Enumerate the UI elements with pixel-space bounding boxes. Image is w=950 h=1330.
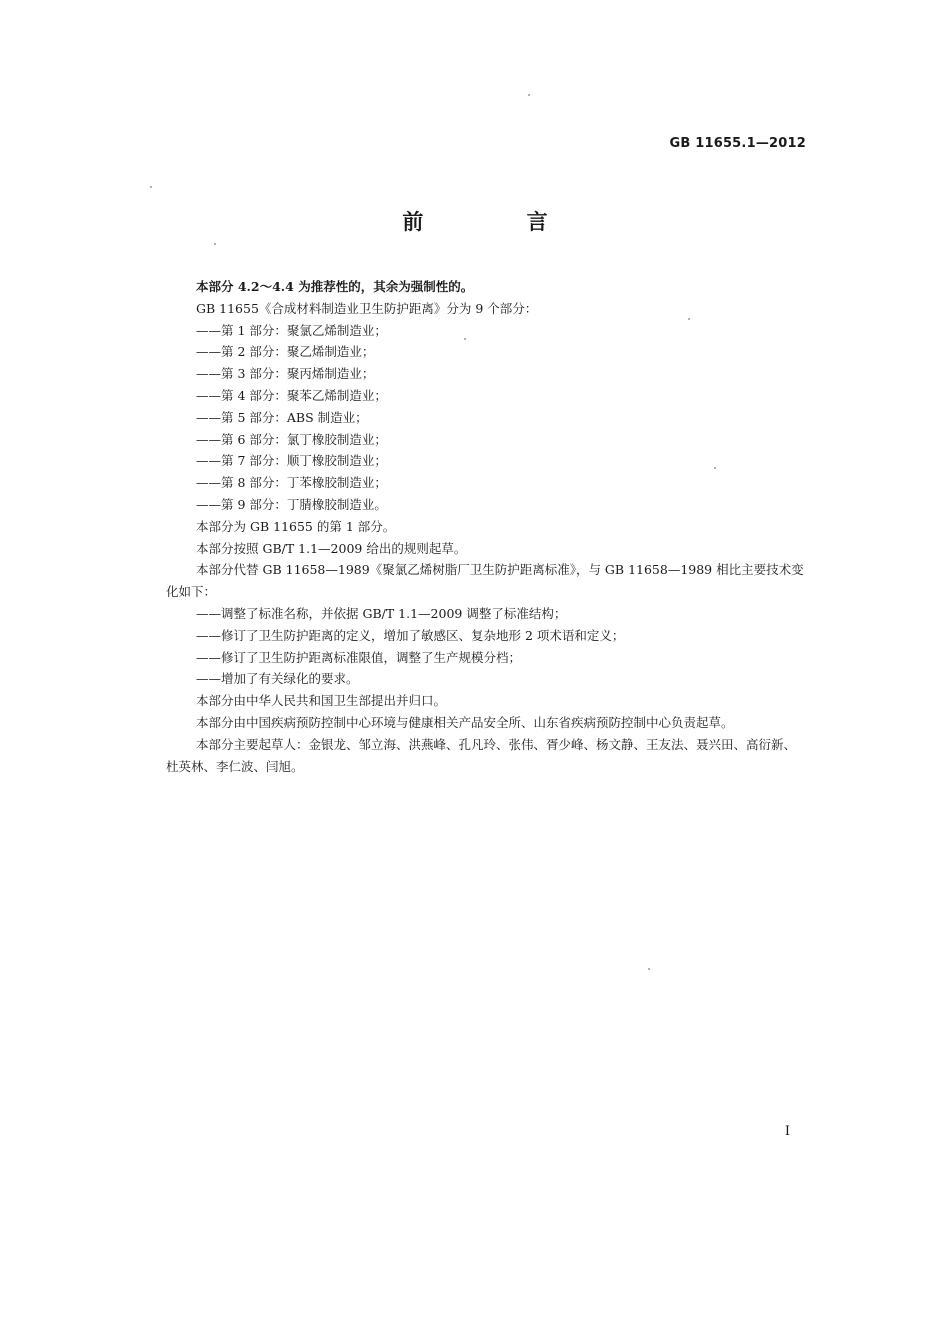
parts-list — [166, 320, 806, 516]
list-item: ——第 6 部分：氯丁橡胶制造业； — [196, 431, 387, 447]
list-item: ——修订了卫生防护距离标准限值，调整了生产规模分档； — [196, 649, 522, 665]
list-item: ——增加了有关绿化的要求。 — [196, 671, 359, 687]
list-item: ——第 7 部分：顺丁橡胶制造业； — [196, 453, 387, 469]
normative-note: 本部分 4.2～4.4 为推荐性的，其余为强制性的。 — [196, 279, 474, 294]
drafted-by-paragraph: 本部分由中国疾病预防控制中心环境与健康相关产品安全所、山东省疾病预防控制中心负责起草。 — [196, 714, 734, 730]
list-item: ——第 4 部分：聚苯乙烯制造业； — [196, 387, 387, 403]
scan-speck — [688, 318, 690, 320]
list-item: ——修订了卫生防护距离的定义，增加了敏感区、复杂地形 2 项术语和定义； — [196, 627, 625, 643]
list-item: ——第 9 部分：丁腈橡胶制造业。 — [196, 496, 387, 512]
scan-speck — [528, 94, 530, 96]
list-item: ——第 2 部分：聚乙烯制造业； — [196, 344, 375, 360]
page-number: I — [784, 1124, 790, 1139]
list-item: ——第 3 部分：聚丙烯制造业； — [196, 366, 375, 382]
scan-speck — [464, 338, 466, 340]
list-item: ——第 1 部分：聚氯乙烯制造业； — [196, 322, 387, 338]
scan-speck — [714, 467, 716, 469]
foreword-body — [166, 276, 806, 777]
part-of-paragraph: 本部分为 GB 11655 的第 1 部分。 — [196, 518, 396, 534]
page-title: 前 言 — [402, 210, 596, 234]
replaces-paragraph: 本部分代替 GB 11658—1989《聚氯乙烯树脂厂卫生防护距离标准》，与 GB 11658—1989 相比主要技术变化如下： — [166, 562, 804, 600]
changes-list — [166, 603, 806, 690]
list-item: ——第 8 部分：丁苯橡胶制造业； — [196, 475, 387, 491]
drafting-rules-paragraph: 本部分按照 GB/T 1.1—2009 给出的规则起草。 — [196, 540, 467, 556]
scan-speck — [150, 186, 152, 188]
list-item: ——调整了标准名称，并依据 GB/T 1.1—2009 调整了标准结构； — [196, 605, 567, 621]
parts-intro: GB 11655《合成材料制造业卫生防护距离》分为 9 个部分： — [196, 300, 538, 316]
standard-code: GB 11655.1—2012 — [669, 136, 806, 151]
scan-speck — [214, 243, 216, 245]
drafters-paragraph: 本部分主要起草人：金银龙、邹立海、洪燕峰、孔凡玲、张伟、胥少峰、杨文静、王友法、聂兴田、高衍新、杜英林、李仁波、闫旭。 — [166, 736, 797, 774]
scan-speck — [648, 968, 650, 970]
proposed-by-paragraph: 本部分由中华人民共和国卫生部提出并归口。 — [196, 693, 447, 709]
list-item: ——第 5 部分：ABS 制造业； — [196, 409, 368, 425]
